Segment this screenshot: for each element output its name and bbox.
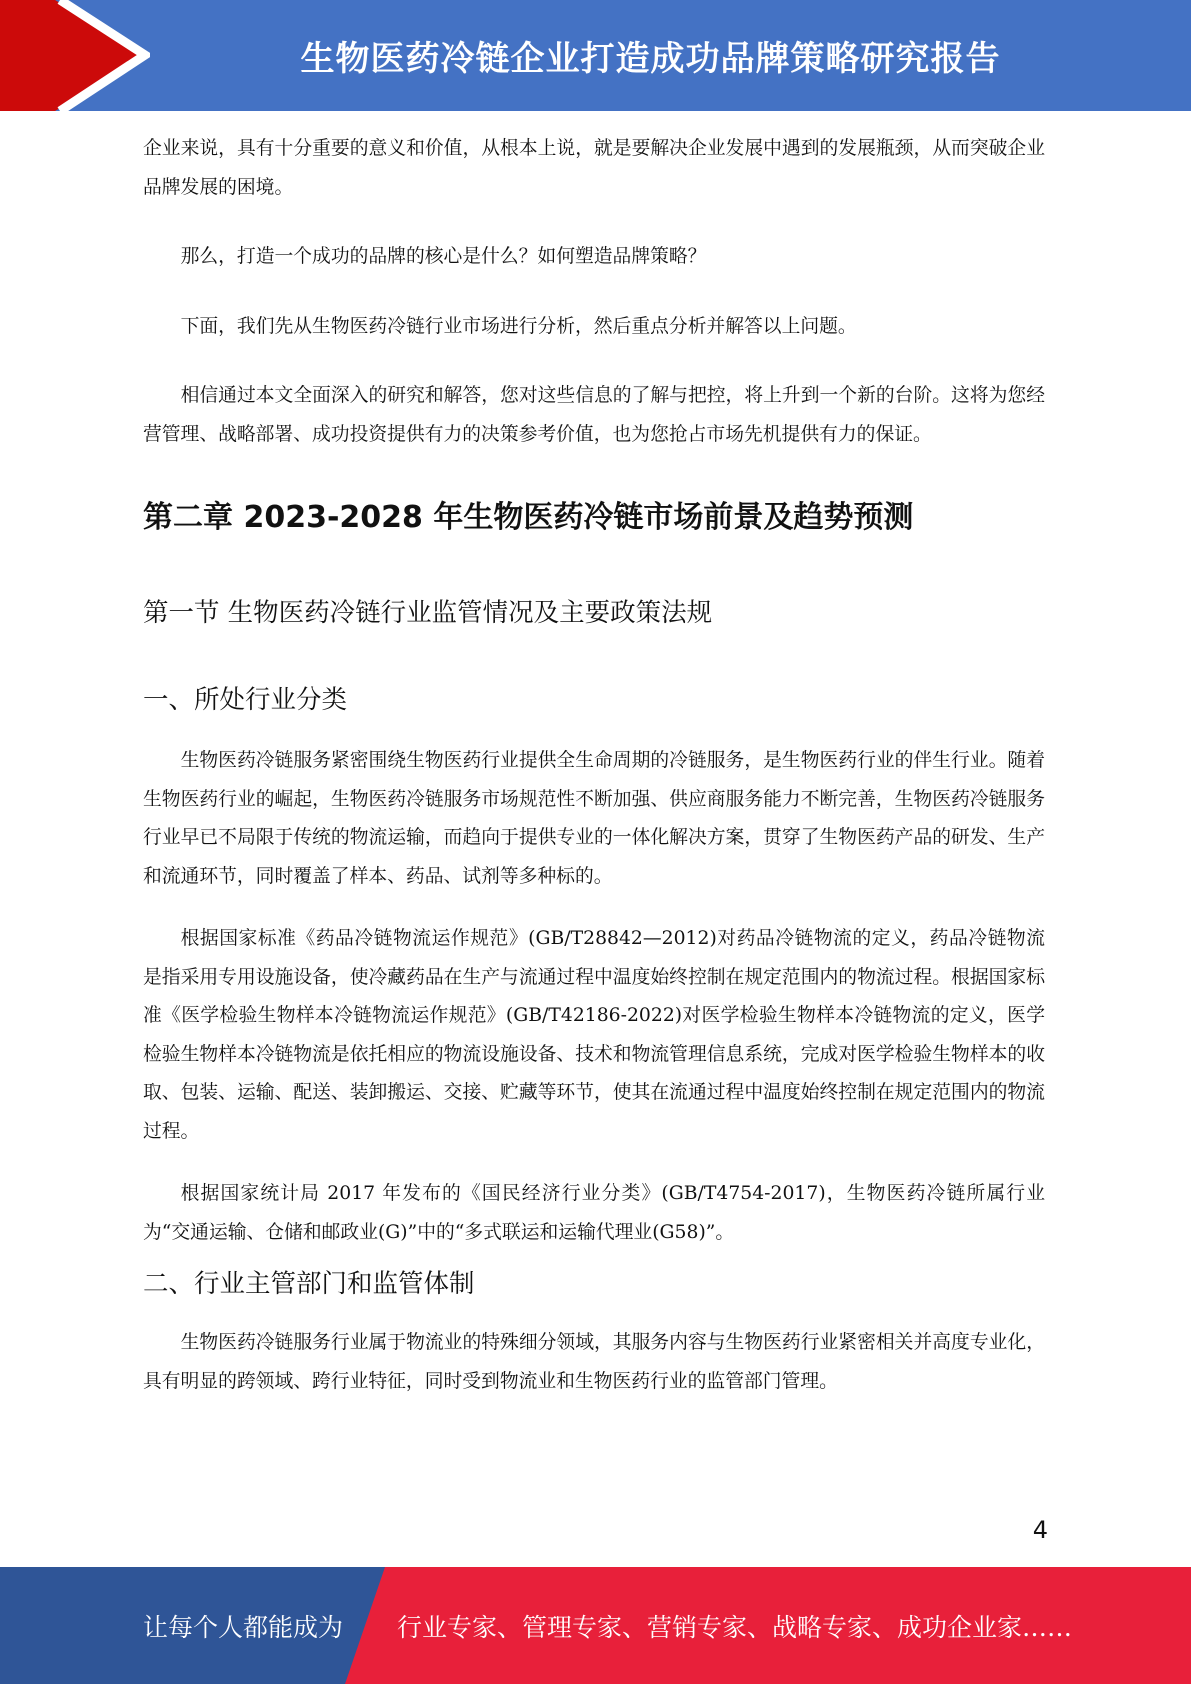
- page-footer: [0, 1567, 1191, 1684]
- paragraph: 根据国家标准《药品冷链物流运作规范》(GB/T28842—2012)对药品冷链物流的定义，药品冷链物流是指采用专用设施设备，使冷藏药品在生产与流通过程中温度始终控制在规定范围内的物流过程。根据国家标准《医学检验生物样本冷链物流运作规范》(GB/T42186-2022)对医学检验生物样本冷链物流的定义，医学检验生物样本冷链物流是依托相应的物流设施设备、技术和物流管理信息系统，完成对医学检验生物样本的收取、包装、运输、配送、装卸搬运、交接、贮藏等环节，使其在流通过程中温度始终控制在规定范围内的物流过程。: [143, 928, 1045, 1142]
- chapter-title: 第二章 2023-2028 年生物医药冷链市场前景及趋势预测: [143, 500, 914, 535]
- page-header: [0, 0, 1191, 111]
- paragraph: 生物医药冷链服务行业属于物流业的特殊细分领域，其服务内容与生物医药行业紧密相关并高度专业化，具有明显的跨领域、跨行业特征，同时受到物流业和生物医药行业的监管部门管理。: [143, 1332, 1045, 1392]
- paragraph: 生物医药冷链服务紧密围绕生物医药行业提供全生命周期的冷链服务，是生物医药行业的伴生行业。随着生物医药行业的崛起，生物医药冷链服务市场规范性不断加强、供应商服务能力不断完善，生物医药冷链服务行业早已不局限于传统的物流运输，而趋向于提供专业的一体化解决方案，贯穿了生物医药产品的研发、生产和流通环节，同时覆盖了样本、药品、试剂等多种标的。: [143, 750, 1045, 887]
- page-number: 4: [1032, 1516, 1048, 1544]
- report-title: 生物医药冷链企业打造成功品牌策略研究报告: [300, 39, 1001, 79]
- subsection-title: 一、所处行业分类: [143, 685, 348, 715]
- paragraph: 根据国家统计局 2017 年发布的《国民经济行业分类》(GB/T4754-2017)，生物医药冷链所属行业为“交通运输、仓储和邮政业(G)”中的“多式联运和运输代理业(G58)”。: [143, 1183, 1045, 1243]
- subsection-title: 二、行业主管部门和监管体制: [143, 1269, 475, 1299]
- paragraph: 下面，我们先从生物医药冷链行业市场进行分析，然后重点分析并解答以上问题。: [180, 315, 857, 337]
- footer-slogan-right: 行业专家、管理专家、营销专家、战略专家、成功企业家……: [397, 1612, 1073, 1642]
- paragraph: 那么，打造一个成功的品牌的核心是什么？如何塑造品牌策略？: [180, 246, 707, 267]
- footer-slogan-left: 让每个人都能成为: [143, 1612, 344, 1642]
- section-title: 第一节 生物医药冷链行业监管情况及主要政策法规: [143, 598, 713, 628]
- header-arrow-decoration: [0, 0, 150, 111]
- paragraph: 企业来说，具有十分重要的意义和价值，从根本上说，就是要解决企业发展中遇到的发展瓶颈，从而突破企业品牌发展的困境。: [143, 138, 1045, 198]
- document-body: [143, 130, 1045, 1401]
- paragraph: 相信通过本文全面深入的研究和解答，您对这些信息的了解与把控，将上升到一个新的台阶。这将为您经营管理、战略部署、成功投资提供有力的决策参考价值，也为您抢占市场先机提供有力的保证。: [143, 385, 1045, 445]
